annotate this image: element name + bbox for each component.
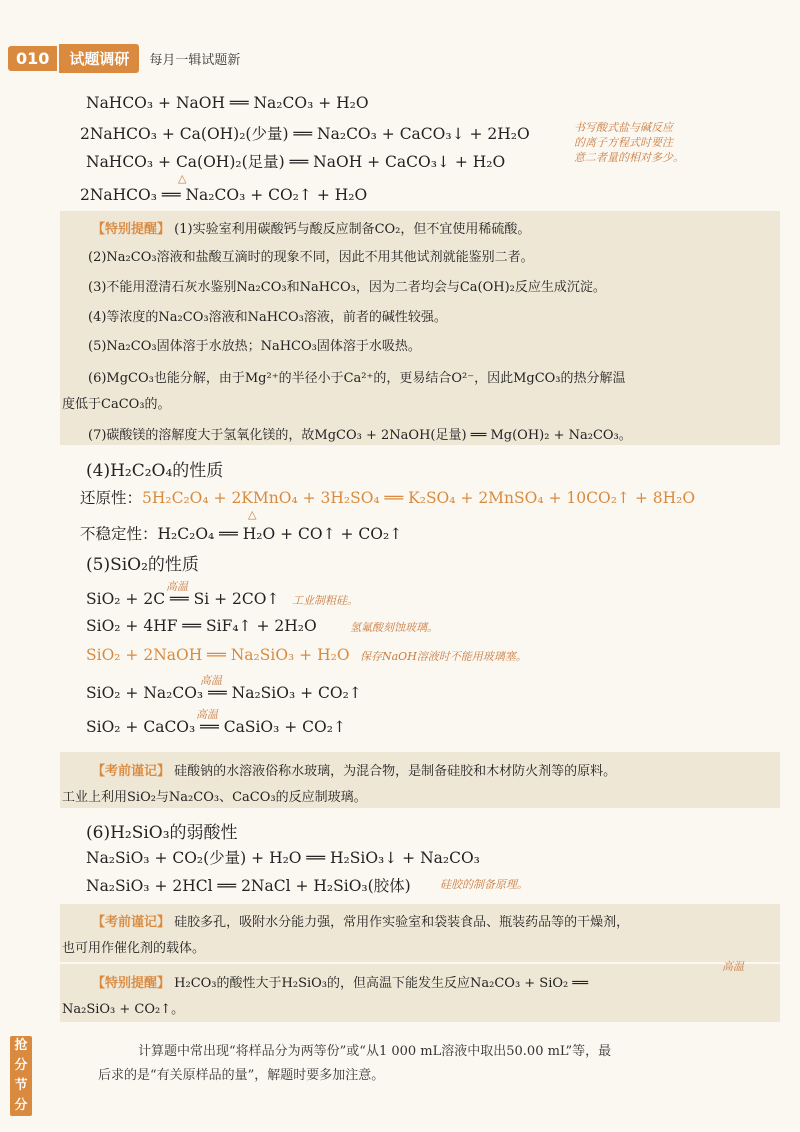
heat-condition-2: △ (248, 508, 257, 521)
footer-line-1: 计算题中常出现“将样品分为两等份”或“从1 000 mL溶液中取出50.00 mL”等，最 (138, 1044, 612, 1059)
footer-line-2: 后求的是“有关原样品的量”，解题时要多加注意。 (98, 1068, 385, 1083)
memo2-text: 硅胶多孔，吸附水分能力强，常用作实验室和袋装食品、瓶装药品等的干燥剂， (174, 915, 630, 930)
memo2-tag: 【考前谨记】 (92, 915, 171, 930)
annotation-top-line: 的离子方程式时要注 (574, 136, 673, 149)
footer-note (58, 1040, 758, 1088)
sio2-eq-4: SiO₂ + Na₂CO₃ ══ Na₂SiO₃ + CO₂↑ (86, 684, 362, 702)
tips2-tag: 【特别提醒】 (92, 976, 171, 991)
memo2-line-2: 也可用作催化剂的载体。 (62, 941, 206, 956)
section-subtitle: 每月一辑试题新 (149, 52, 241, 68)
reducing-equation: 5H₂C₂O₄ + 2KMnO₄ + 3H₂SO₄ ══ K₂SO₄ + 2MnSO₄ + 10CO₂↑ + 8H₂O (142, 489, 696, 507)
sio2-heading: (5)SiO₂的性质 (86, 555, 199, 575)
tips1-line-4: (4)等浓度的Na₂CO₃溶液和NaHCO₃溶液，前者的碱性较强。 (88, 310, 447, 325)
tips2-line-1 (92, 972, 588, 991)
h2sio3-annotation: 硅胶的制备原理。 (440, 878, 528, 891)
tips1-line-8: (7)碳酸镁的溶解度大于氢氧化镁的，故MgCO₃ + 2NaOH(足量) ══ Mg(OH)₂ + Na₂CO₃。 (88, 428, 632, 443)
annotation-top-line: 意二者量的相对多少。 (574, 151, 684, 164)
tips1-line-1 (92, 218, 530, 237)
tips1-line-5: (5)Na₂CO₃固体溶于水放热；NaHCO₃固体溶于水吸热。 (88, 339, 421, 354)
equation-1: NaHCO₃ + NaOH ══ Na₂CO₃ + H₂O (86, 94, 369, 112)
memo1-tag: 【考前谨记】 (92, 764, 171, 779)
tips2-text: H₂CO₃的酸性大于H₂SiO₃的，但高温下能发生反应Na₂CO₃ + SiO₂ ══ (174, 976, 589, 991)
tips2-condition: 高温 (722, 960, 744, 973)
memo1-line-1 (92, 760, 616, 779)
tips1-line-2: (2)Na₂CO₃溶液和盐酸互滴时的现象不同，因此不用其他试剂就能鉴别二者。 (88, 250, 534, 265)
sio2-annotation-1: 工业制粗硅。 (292, 594, 358, 607)
reducing-label: 还原性： (80, 489, 143, 507)
high-temp-condition-2: 高温 (200, 674, 222, 687)
equation-2: 2NaHCO₃ + Ca(OH)₂(少量) ══ Na₂CO₃ + CaCO₃↓ + 2H₂O (80, 125, 530, 143)
sio2-eq-1: SiO₂ + 2C ══ Si + 2CO↑ (86, 590, 280, 608)
unstable-label: 不稳定性： (80, 525, 158, 543)
tips1-text-1: (1)实验室利用碳酸钙与酸反应制备CO₂，但不宜使用稀硫酸。 (174, 222, 531, 237)
sio2-eq-2: SiO₂ + 4HF ══ SiF₄↑ + 2H₂O (86, 617, 317, 635)
equation-3: NaHCO₃ + Ca(OH)₂(足量) ══ NaOH + CaCO₃↓ + H₂O (86, 153, 506, 171)
heat-condition: △ (178, 172, 187, 185)
equation-4-text: 2NaHCO₃ ══ Na₂CO₃ + CO₂↑ + H₂O (80, 186, 368, 204)
equation-4 (80, 186, 367, 204)
h2c2o4-reducing (80, 486, 695, 508)
tips1-line-6: (6)MgCO₃也能分解，由于Mg²⁺的半径小于Ca²⁺的，更易结合O²⁻，因此MgCO₃的热分解温 (88, 371, 626, 386)
high-temp-condition-1: 高温 (166, 580, 188, 593)
sio2-annotation-2: 氢氟酸刻蚀玻璃。 (350, 621, 438, 634)
tips2-line-2: Na₂SiO₃ + CO₂↑。 (62, 1002, 185, 1017)
page-number: 010 (8, 46, 57, 71)
tips1-line-7: 度低于CaCO₃的。 (62, 397, 171, 412)
h2sio3-eq-2: Na₂SiO₃ + 2HCl ══ 2NaCl + H₂SiO₃(胶体) (86, 877, 411, 895)
h2c2o4-unstable (80, 522, 402, 544)
h2sio3-heading: (6)H₂SiO₃的弱酸性 (86, 823, 238, 843)
annotation-top-line: 书写酸式盐与碱反应 (574, 121, 673, 134)
page-header (8, 44, 240, 72)
sio2-eq-3: SiO₂ + 2NaOH ══ Na₂SiO₃ + H₂O (86, 646, 350, 664)
annotation-top (574, 120, 684, 165)
h2sio3-eq-1: Na₂SiO₃ + CO₂(少量) + H₂O ══ H₂SiO₃↓ + Na₂CO₃ (86, 849, 480, 867)
sio2-eq-5: SiO₂ + CaCO₃ ══ CaSiO₃ + CO₂↑ (86, 718, 346, 736)
high-temp-condition-3: 高温 (196, 708, 218, 721)
tips1-tag: 【特别提醒】 (92, 222, 171, 237)
unstable-equation: H₂C₂O₄ ══ H₂O + CO↑ + CO₂↑ (157, 525, 403, 543)
memo2-line-1 (92, 911, 629, 930)
memo1-text: 硅酸钠的水溶液俗称水玻璃，为混合物，是制备硅胶和木材防火剂等的原料。 (174, 764, 617, 779)
memo1-line-2: 工业上利用SiO₂与Na₂CO₃、CaCO₃的反应制玻璃。 (62, 790, 367, 805)
side-label: 抢分节分 (10, 1036, 32, 1116)
h2c2o4-heading: (4)H₂C₂O₄的性质 (86, 461, 224, 481)
tips1-line-3: (3)不能用澄清石灰水鉴别Na₂CO₃和NaHCO₃，因为二者均会与Ca(OH)₂反应生成沉淀。 (88, 280, 606, 295)
sio2-annotation-3: 保存NaOH溶液时不能用玻璃塞。 (360, 650, 527, 663)
section-title: 试题调研 (59, 44, 139, 73)
